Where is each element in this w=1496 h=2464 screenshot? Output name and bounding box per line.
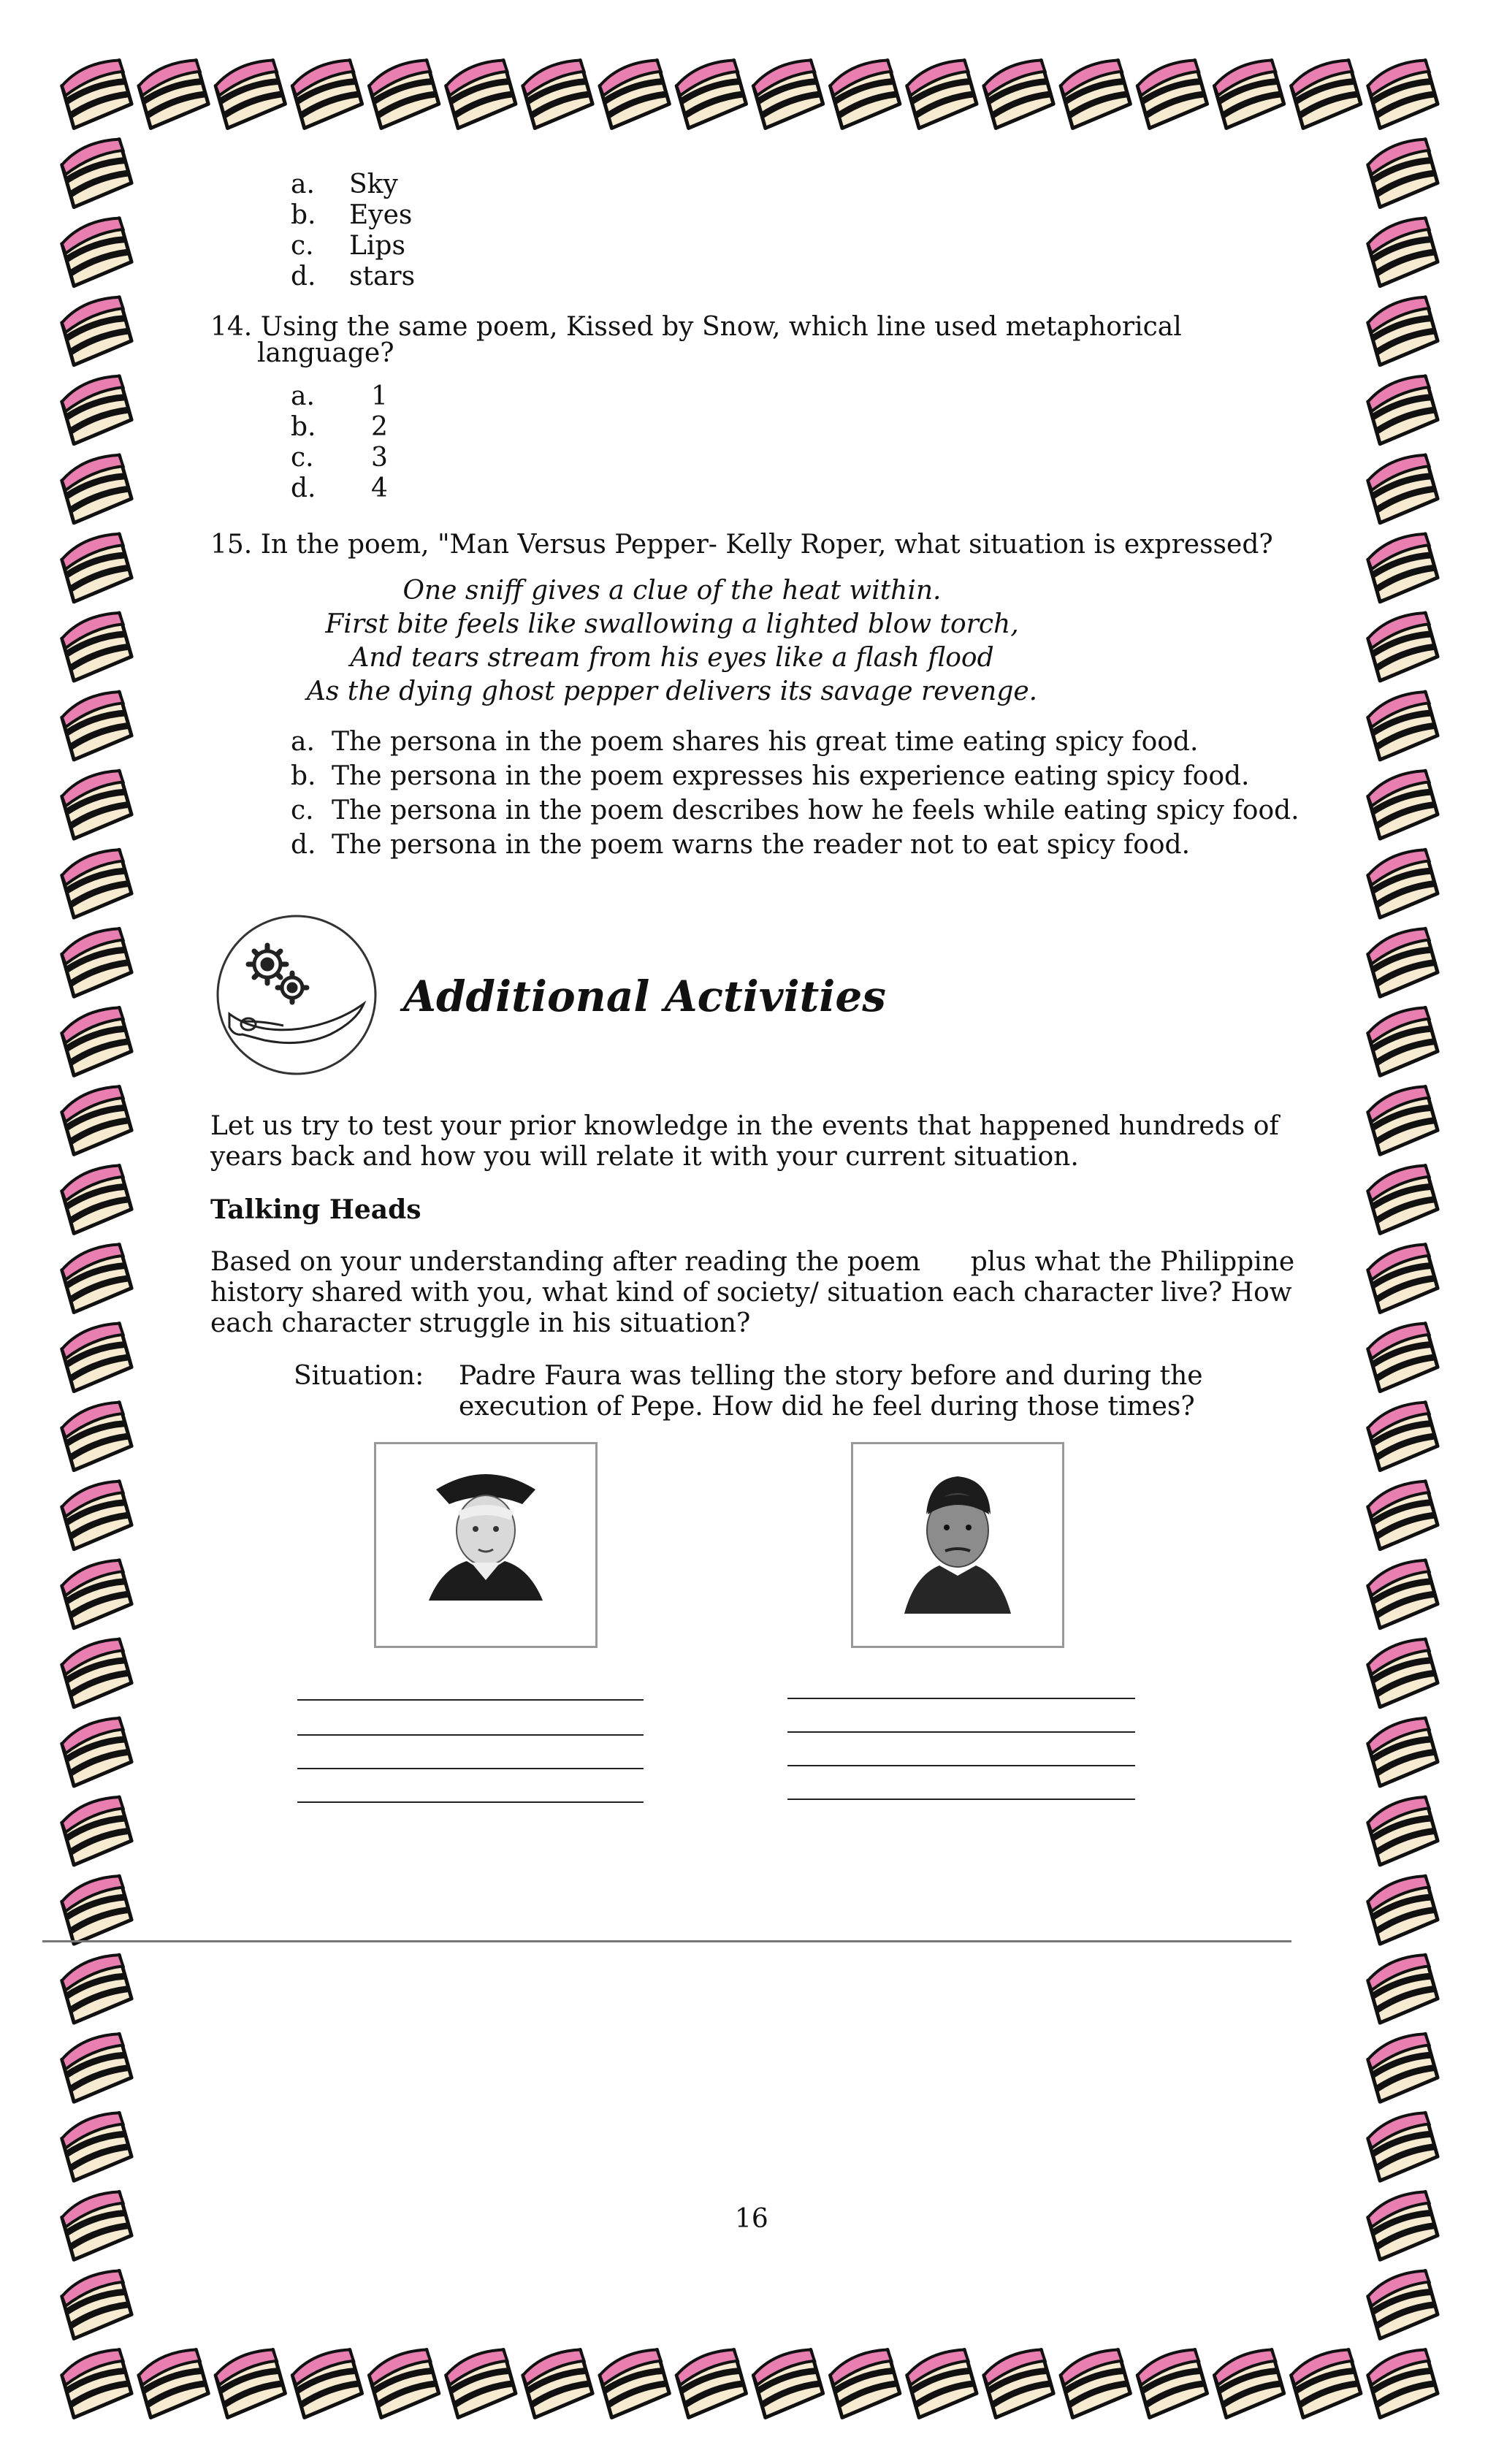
cake-slice-top — [827, 58, 902, 129]
cake-slice-left — [59, 2269, 134, 2339]
cake-slice-left — [59, 1085, 134, 1155]
cake-slice-left — [59, 532, 134, 602]
cake-slice-right — [1365, 1085, 1440, 1155]
answer-line-right-3[interactable] — [787, 1765, 1135, 1766]
cake-slice-left — [59, 768, 134, 839]
situation-line-2: execution of Pepe. How did he feel during those times? — [459, 1392, 1195, 1422]
cake-slice-right — [1365, 690, 1440, 760]
cake-slice-right — [1365, 216, 1440, 286]
paragraph-line-3: each character struggle in his situation? — [210, 1308, 751, 1338]
q14-option-c: c. 3 — [291, 443, 388, 473]
cake-slice-left — [59, 1558, 134, 1628]
cake-slice-right — [1365, 927, 1440, 997]
q15-option-b: b. The persona in the poem expresses his experience eating spicy food. — [291, 761, 1250, 791]
page-divider — [42, 1940, 1291, 1942]
cake-slice-top — [443, 58, 519, 129]
cake-slice-right — [1365, 1953, 1440, 2023]
cake-slice-right — [1365, 1716, 1440, 1786]
cake-slice-bottom — [1211, 2348, 1286, 2418]
portrait-priest — [374, 1442, 598, 1648]
intro-line-1: Let us try to test your prior knowledge in the events that happened hundreds of — [210, 1111, 1279, 1141]
cake-slice-bottom — [366, 2348, 441, 2418]
cake-slice-top — [366, 58, 441, 129]
cake-slice-right — [1365, 1637, 1440, 1707]
page-number: 16 — [735, 2204, 768, 2234]
q15-option-d: d. The persona in the poem warns the reader not to eat spicy food. — [291, 830, 1191, 860]
cake-slice-top — [136, 58, 211, 129]
cake-slice-left — [59, 1953, 134, 2023]
cake-slice-left — [59, 1716, 134, 1786]
q15-options — [291, 725, 1300, 862]
cake-slice-left — [59, 1795, 134, 1865]
situation-line-1: Padre Faura was telling the story before and during the — [459, 1361, 1203, 1391]
cake-slice-right — [1365, 1321, 1440, 1392]
q15-poem-excerpt — [292, 574, 1052, 709]
cake-slice-left — [59, 1479, 134, 1549]
poem-line-3: And tears stream from his eyes like a flash flood — [350, 643, 994, 673]
q13-options — [291, 169, 415, 292]
answer-line-right-2[interactable] — [787, 1731, 1135, 1733]
paragraph-line-2: history shared with you, what kind of society/ situation each character live? How — [210, 1278, 1292, 1308]
q14-option-d: d. 4 — [291, 473, 388, 503]
cake-slice-bottom — [289, 2348, 365, 2418]
cake-slice-left — [59, 1006, 134, 1076]
q15-question: 15. In the poem, "Man Versus Pepper- Kelly Roper, what situation is expressed? — [210, 530, 1273, 560]
cake-slice-right — [1365, 453, 1440, 523]
q14-option-a: a. 1 — [291, 381, 388, 411]
cake-slice-left — [59, 137, 134, 207]
answer-line-left-1[interactable] — [297, 1699, 644, 1701]
q14-question-line1: 14. Using the same poem, Kissed by Snow, which line used metaphorical — [210, 312, 1182, 342]
cake-slice-left — [59, 1400, 134, 1471]
cake-slice-left — [59, 2111, 134, 2181]
q15-option-c: c. The persona in the poem describes how he feels while eating spicy food. — [291, 796, 1300, 825]
cake-slice-left — [59, 1874, 134, 1944]
cake-slice-bottom — [443, 2348, 519, 2418]
cake-slice-left — [59, 1164, 134, 1234]
cake-slice-right — [1365, 137, 1440, 207]
cake-slice-right — [1365, 1558, 1440, 1628]
cake-slice-top — [213, 58, 288, 129]
pepe-portrait-image — [853, 1444, 1062, 1646]
q15-option-a: a. The persona in the poem shares his great time eating spicy food. — [291, 727, 1199, 757]
cake-slice-right — [1365, 2190, 1440, 2260]
q13-option-b: b. Eyes — [291, 200, 413, 230]
cake-slice-left — [59, 295, 134, 365]
cake-slice-top — [59, 58, 134, 129]
answer-line-right-4[interactable] — [787, 1799, 1135, 1800]
cake-slice-right — [1365, 2111, 1440, 2181]
cake-slice-right — [1365, 1795, 1440, 1865]
cake-slice-right — [1365, 1479, 1440, 1549]
answer-line-right-1[interactable] — [787, 1698, 1135, 1699]
cake-slice-right — [1365, 374, 1440, 444]
cake-slice-right — [1365, 2269, 1440, 2339]
cake-slice-right — [1365, 2032, 1440, 2102]
cake-slice-right — [1365, 1400, 1440, 1471]
section-title: Additional Activities — [403, 972, 886, 1021]
q14-options — [291, 381, 388, 504]
q13-option-c: c. Lips — [291, 231, 405, 261]
cake-slice-right — [1365, 848, 1440, 918]
cake-slice-right — [1365, 1874, 1440, 1944]
cake-slice-left — [59, 1321, 134, 1392]
situation-label: Situation: — [294, 1361, 424, 1391]
cake-slice-top — [1365, 58, 1440, 129]
cake-slice-left — [59, 690, 134, 760]
cake-slice-right — [1365, 1243, 1440, 1313]
cake-slice-bottom — [673, 2348, 749, 2418]
cake-slice-top — [904, 58, 980, 129]
subheading-talking-heads: Talking Heads — [210, 1194, 421, 1225]
cake-slice-bottom — [520, 2348, 595, 2418]
cake-slice-right — [1365, 1006, 1440, 1076]
cake-slice-top — [1288, 58, 1363, 129]
cake-slice-bottom — [827, 2348, 902, 2418]
cake-slice-top — [981, 58, 1056, 129]
q14-question-line2: language? — [257, 338, 394, 368]
cake-slice-left — [59, 2190, 134, 2260]
cake-slice-bottom — [1365, 2348, 1440, 2418]
cake-slice-left — [59, 611, 134, 681]
cake-slice-top — [520, 58, 595, 129]
gears-in-hand-icon — [213, 912, 380, 1078]
answer-line-left-2[interactable] — [297, 1734, 644, 1736]
cake-slice-left — [59, 374, 134, 444]
answer-line-left-4[interactable] — [297, 1801, 644, 1803]
cake-slice-left — [59, 453, 134, 523]
cake-slice-right — [1365, 768, 1440, 839]
cake-slice-bottom — [1288, 2348, 1363, 2418]
cake-slice-top — [1058, 58, 1133, 129]
priest-portrait-image — [376, 1444, 595, 1646]
cake-slice-bottom — [981, 2348, 1056, 2418]
cake-slice-right — [1365, 532, 1440, 602]
poem-line-1: One sniff gives a clue of the heat within. — [402, 576, 942, 606]
q13-option-a: a. Sky — [291, 169, 398, 199]
portrait-pepe — [851, 1442, 1064, 1648]
poem-line-2: First bite feels like swallowing a lighted blow torch, — [325, 609, 1019, 639]
cake-slice-bottom — [904, 2348, 980, 2418]
cake-slice-top — [1134, 58, 1210, 129]
cake-slice-top — [1211, 58, 1286, 129]
cake-slice-top — [673, 58, 749, 129]
cake-slice-right — [1365, 1164, 1440, 1234]
answer-line-left-3[interactable] — [297, 1768, 644, 1769]
q14-option-b: b. 2 — [291, 412, 388, 442]
cake-slice-right — [1365, 611, 1440, 681]
cake-slice-bottom — [136, 2348, 211, 2418]
cake-slice-bottom — [1134, 2348, 1210, 2418]
intro-line-2: years back and how you will relate it with your current situation. — [210, 1142, 1079, 1172]
cake-slice-left — [59, 927, 134, 997]
cake-slice-right — [1365, 295, 1440, 365]
cake-slice-left — [59, 848, 134, 918]
cake-slice-bottom — [213, 2348, 288, 2418]
cake-slice-left — [59, 2032, 134, 2102]
q13-option-d: d. stars — [291, 262, 416, 291]
cake-slice-left — [59, 216, 134, 286]
cake-slice-bottom — [1058, 2348, 1133, 2418]
cake-slice-left — [59, 1243, 134, 1313]
cake-slice-bottom — [597, 2348, 672, 2418]
paragraph-line-1: Based on your understanding after reading the poem plus what the Philippine — [210, 1247, 1295, 1277]
cake-slice-bottom — [59, 2348, 134, 2418]
cake-slice-top — [750, 58, 825, 129]
cake-slice-bottom — [750, 2348, 825, 2418]
cake-slice-left — [59, 1637, 134, 1707]
poem-line-4: As the dying ghost pepper delivers its savage revenge. — [306, 676, 1038, 706]
cake-slice-top — [597, 58, 672, 129]
cake-slice-top — [289, 58, 365, 129]
